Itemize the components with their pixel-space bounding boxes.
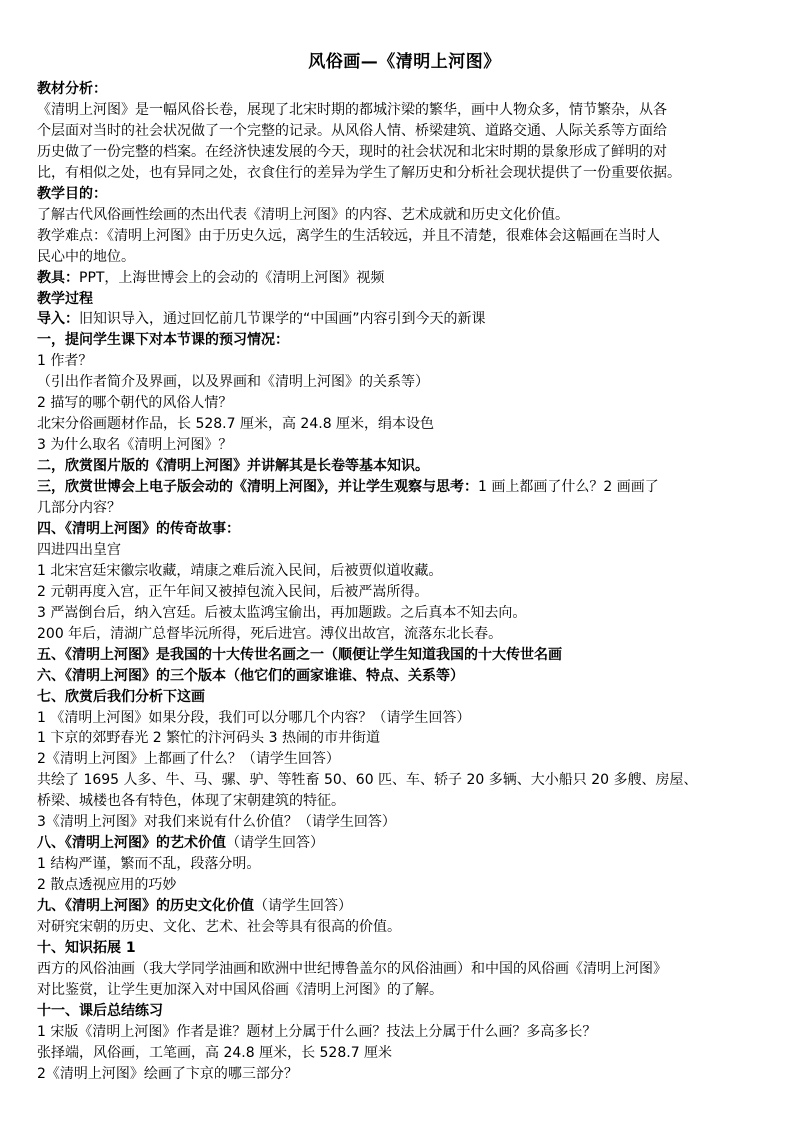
text-line [37,666,772,687]
line-heading: 五、《清明上河图》是我国的十大传世名画之一（顺便让学生知道我国的十大传世名画 [37,646,562,663]
line-text: 1 作者？ [37,353,93,370]
text-line [37,645,772,666]
text-line [37,708,772,729]
line-text: 1 宋版《清明上河图》作者是谁？题材上分属于什么画？技法上分属于什么画？多高多长？ [37,1023,597,1040]
text-line [37,414,772,435]
line-text: 1 卞京的郊野春光 2 繁忙的汴河码头 3 热闹的市井街道 [37,730,380,747]
text-line [37,393,772,414]
line-text: 比，有相似之处，也有异同之处，衣食住行的差异为学生了解历史和分析社会现状提供了一份重要依据。 [37,164,681,181]
line-text: PPT，上海世博会上的会动的《清明上河图》视频 [79,269,385,286]
text-line [37,163,772,184]
text-line [37,205,772,226]
line-text: 民心中的地位。 [37,248,135,265]
line-text: 1 画上都画了什么？2 画画了 [478,479,659,496]
text-line [37,770,772,791]
line-heading: 十一、课后总结练习 [37,1002,163,1019]
line-text: 教学难点：《清明上河图》由于历史久远，离学生的生活较远，并且不清楚，很难体会这幅画在当时人 [37,227,660,244]
text-line [37,121,772,142]
text-line [37,917,772,938]
text-line [37,854,772,875]
line-text: 个层面对当时的社会状况做了一个完整的记录。从风俗人情、桥梁建筑、道路交通、人际关系等方面给 [37,122,667,139]
line-heading: 六、《清明上河图》的三个版本（他它们的画家谁谁、特点、关系等） [37,667,464,684]
text-line [37,833,772,854]
text-line [37,938,772,959]
line-text: （引出作者简介及界画，以及界画和《清明上河图》的关系等） [37,374,429,391]
line-heading: 教具： [37,269,79,286]
text-line [37,1043,772,1064]
text-line [37,142,772,163]
line-text: 几部分内容？ [37,500,121,516]
text-line [37,226,772,247]
line-heading: 二，欣赏图片版的《清明上河图》并讲解其是长卷等基本知识。 [37,458,429,475]
line-text: 2 散点透视应用的巧妙 [37,877,177,894]
line-text: 了解古代风俗画性绘画的杰出代表《清明上河图》的内容、艺术成就和历史文化价值。 [37,206,569,223]
text-line [37,519,772,540]
text-line [37,79,772,100]
text-line [37,184,772,205]
line-heading: 教材分析： [37,81,107,97]
line-text: 200 年后，清湖广总督毕沅所得，死后进宫。溥仪出故宫，流落东北长春。 [37,625,503,642]
text-line [37,728,772,749]
text-line [37,330,772,351]
text-line [37,624,772,645]
line-text: 1 结构严谨，繁而不乱，段落分明。 [37,856,261,873]
text-line [37,372,772,393]
document-title: 风俗画—《清明上河图》 [308,52,501,72]
line-heading: 八、《清明上河图》的艺术价值 [37,835,226,852]
line-heading: 三，欣赏世博会上电子版会动的《清明上河图》，并让学生观察与思考： [37,479,478,496]
line-text: 桥梁、城楼也各有特色，体现了宋朝建筑的特征。 [37,793,345,810]
line-text: 2《清明上河图》上都画了什么？（请学生回答） [37,751,340,768]
text-line [37,351,772,372]
text-line [37,791,772,812]
line-text: 2《清明上河图》绘画了卞京的哪三部分？ [37,1065,298,1082]
line-heading: 十、知识拓展 1 [37,939,136,956]
text-line [37,1022,772,1043]
text-line [37,603,772,624]
text-line [37,540,772,561]
line-heading: 导入： [37,311,79,328]
line-text: 3 严嵩倒台后，纳入宫廷。后被太监鸿宝偷出，再加题跋。之后真本不知去向。 [37,604,527,621]
text-line [37,1064,772,1085]
text-line [37,875,772,896]
line-text: 《清明上河图》是一幅风俗长卷，展现了北宋时期的都城汴梁的繁华，画中人物众多，情节繁杂，从各 [37,101,667,118]
line-text: 1 《清明上河图》如果分段，我们可以分哪几个内容？（请学生回答） [37,709,471,726]
text-line [37,812,772,833]
line-heading: 教学过程 [37,290,93,307]
line-text: 西方的风俗油画（我大学同学油画和欧洲中世纪博鲁盖尔的风俗油画）和中国的风俗画《清明上河图》 [37,960,667,977]
text-line [37,100,772,121]
line-text: 对比鉴赏，让学生更加深入对中国风俗画《清明上河图》的了解。 [37,981,443,998]
line-text: 1 北宋宫廷宋徽宗收藏，靖康之难后流入民间，后被贾似道收藏。 [37,562,443,579]
line-heading: 教学目的： [37,185,107,202]
text-line [37,477,772,498]
text-line [37,498,772,519]
text-line [37,959,772,980]
line-text: 北宋分俗画题材作品，长 528.7 厘米，高 24.8 厘米，绢本设色 [37,416,435,433]
line-heading: 七、欣赏后我们分析下这画 [37,688,205,705]
text-line [37,896,772,917]
line-text: 2 描写的哪个朝代的风俗人情？ [37,395,233,412]
text-line [37,561,772,582]
line-text: 共绘了 1695 人多、牛、马、骡、驴、等牲畜 50、60 匹、车、轿子 20 多辆、大小船只 20 多艘、房屋、 [37,772,698,789]
text-line [37,268,772,289]
line-text: 四进四出皇宫 [37,541,121,558]
line-text: （请学生回答） [226,835,324,852]
text-line [37,980,772,1001]
line-text: 旧知识导入，通过回忆前几节课学的“中国画”内容引到今天的新课 [79,311,486,328]
text-line [37,309,772,330]
line-text: 3 为什么取名《清明上河图》？ [37,437,233,454]
line-text: 对研究宋朝的历史、文化、艺术、社会等具有很高的价值。 [37,919,401,935]
text-line [37,456,772,477]
line-text: 2 元朝再度入宫，正午年间又被掉包流入民间，后被严嵩所得。 [37,583,429,600]
line-text: 3《清明上河图》对我们来说有什么价值？（请学生回答） [37,814,396,831]
text-line [37,749,772,770]
text-line [37,687,772,708]
line-text: （请学生回答） [254,898,352,915]
line-heading: 一，提问学生课下对本节课的预习情况： [37,332,289,349]
text-line [37,582,772,603]
line-text: 历史做了一份完整的档案。在经济快速发展的今天，现时的社会状况和北宋时期的景象形成了鲜明的对 [37,143,667,160]
line-heading: 九、《清明上河图》的历史文化价值 [37,898,254,915]
text-line [37,289,772,310]
text-line [37,1001,772,1022]
text-line [37,435,772,456]
line-heading: 四、《清明上河图》的传奇故事： [37,520,240,537]
text-line [37,247,772,268]
line-text: 张择端，风俗画，工笔画，高 24.8 厘米，长 528.7 厘米 [37,1044,393,1061]
